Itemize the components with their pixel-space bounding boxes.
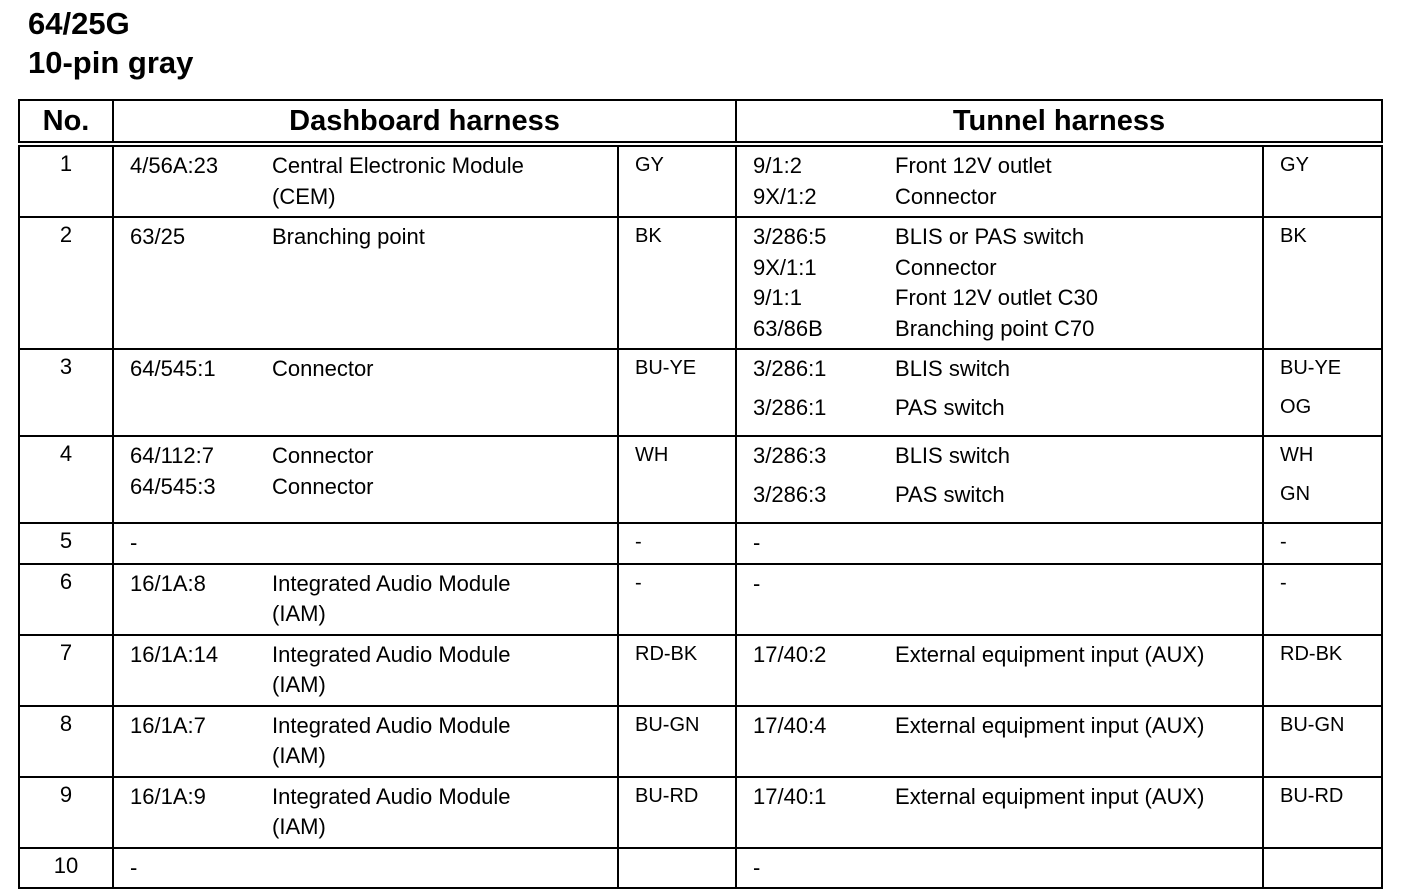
component-name: (IAM): [272, 601, 326, 626]
tunnel-wire-color: [1263, 848, 1382, 889]
component-name: Connector: [272, 443, 374, 468]
connection-line: [114, 782, 617, 813]
wire-color: GY: [1280, 154, 1309, 176]
component-name: BLIS or PAS switch: [895, 224, 1085, 249]
component-name: BLIS switch: [895, 443, 1010, 468]
connection-line: [114, 640, 617, 671]
tunnel-connection: [736, 848, 1263, 889]
pin-number: 7: [19, 635, 113, 706]
connector-ref: -: [753, 530, 761, 555]
component-name: Integrated Audio Module: [272, 570, 511, 596]
connector-ref: -: [130, 530, 138, 555]
pin-number: 2: [19, 217, 113, 349]
connection-line: [737, 528, 1262, 559]
connection-line: [114, 599, 617, 630]
pin-number: 6: [19, 564, 113, 635]
connection-line: [737, 283, 1262, 314]
connection-line: [114, 222, 617, 253]
connector-ref: [114, 741, 272, 772]
tunnel-connection: [736, 436, 1263, 523]
component-name: Branching point C70: [895, 315, 1095, 341]
tunnel-wire-color: [1263, 564, 1382, 635]
tunnel-connection: [736, 564, 1263, 635]
wire-color: OG: [1280, 395, 1312, 418]
connector-ref: -: [753, 854, 761, 880]
dashboard-wire-color: [618, 144, 736, 217]
component-name: External equipment input (AUX): [895, 783, 1205, 809]
tunnel-wire-color: [1263, 635, 1382, 706]
dashboard-wire-color: [618, 217, 736, 349]
connection-line: [114, 741, 617, 772]
connection-line: [737, 253, 1262, 284]
connection-line: [737, 480, 1262, 519]
dashboard-connection: [113, 777, 618, 848]
connection-line: [737, 441, 1262, 480]
connection-line: [114, 354, 617, 385]
pin-number: 9: [19, 777, 113, 848]
connector-ref: 3/286:1: [753, 356, 827, 381]
pin-number: 5: [19, 523, 113, 564]
dashboard-connection: [113, 349, 618, 436]
component-name: (IAM): [272, 672, 326, 697]
dashboard-connection: [113, 848, 618, 889]
table-row: [19, 777, 1382, 848]
wire-color: [1280, 853, 1381, 884]
component-name: Central Electronic Module: [272, 153, 524, 178]
connection-line: [114, 569, 617, 600]
dashboard-wire-color: [618, 635, 736, 706]
header-tunnel-harness: Tunnel harness: [736, 100, 1382, 144]
dashboard-wire-color: [618, 848, 736, 889]
dashboard-connection: [113, 144, 618, 217]
dashboard-wire-color: [618, 777, 736, 848]
dashboard-wire-color: [618, 564, 736, 635]
tunnel-wire-color: [1263, 217, 1382, 349]
connector-description: 10-pin gray: [28, 45, 194, 80]
table-row: [19, 144, 1382, 217]
table-row: [19, 523, 1382, 564]
wire-color: BU-RD: [1280, 784, 1344, 807]
connector-ref: 64/545:1: [130, 356, 216, 381]
component-name: [895, 853, 1262, 884]
connector-ref: 17/40:2: [753, 641, 827, 667]
connector-ref: [114, 599, 272, 630]
connection-line: [114, 182, 617, 213]
connector-ref: 17/40:1: [753, 783, 827, 809]
tunnel-wire-color: [1263, 706, 1382, 777]
wire-color: -: [635, 531, 642, 553]
connection-line: [114, 853, 617, 884]
connection-line: [114, 670, 617, 701]
connection-line: [114, 151, 617, 182]
component-name: (CEM): [272, 183, 336, 209]
component-name: (IAM): [272, 743, 326, 768]
wire-color: -: [1280, 531, 1287, 553]
wire-color: [635, 853, 735, 884]
wire-color: RD-BK: [635, 642, 698, 665]
connection-line: [114, 472, 617, 503]
connection-line: [737, 314, 1262, 345]
connector-ref: 3/286:3: [753, 443, 827, 468]
component-name: Front 12V outlet C30: [895, 285, 1099, 310]
wire-color: BU-GN: [1280, 713, 1345, 736]
dashboard-wire-color: [618, 706, 736, 777]
wire-color: RD-BK: [1280, 642, 1343, 665]
tunnel-connection: [736, 777, 1263, 848]
component-name: BLIS switch: [895, 356, 1010, 381]
connector-id: 64/25G: [28, 6, 130, 41]
table-row: [19, 635, 1382, 706]
connector-ref: 9X/1:2: [753, 183, 817, 209]
table-row: [19, 564, 1382, 635]
dashboard-connection: [113, 564, 618, 635]
connector-ref: [114, 182, 272, 213]
table-row: [19, 349, 1382, 436]
connection-line: [737, 640, 1262, 671]
wire-color: -: [1280, 571, 1287, 594]
connector-ref: 9X/1:1: [753, 254, 817, 280]
table-row: [19, 436, 1382, 523]
dashboard-wire-color: [618, 436, 736, 523]
component-name: [272, 853, 617, 884]
dashboard-wire-color: [618, 349, 736, 436]
connector-ref: -: [753, 570, 761, 596]
connection-line: [737, 393, 1262, 432]
component-name: External equipment input (AUX): [895, 712, 1205, 738]
header-dashboard-harness: Dashboard harness: [113, 100, 736, 144]
connector-ref: 63/25: [130, 224, 186, 249]
tunnel-connection: [736, 349, 1263, 436]
header-no: No.: [19, 100, 113, 144]
pin-table-body: [19, 144, 1382, 888]
component-name: [895, 569, 1262, 600]
dashboard-connection: [113, 436, 618, 523]
pin-number: 10: [19, 848, 113, 889]
dashboard-wire-color: [618, 523, 736, 564]
connection-line: [737, 151, 1262, 182]
connector-ref: 4/56A:23: [130, 153, 219, 178]
component-name: Connector: [895, 254, 997, 280]
tunnel-connection: [736, 144, 1263, 217]
component-name: Connector: [272, 473, 374, 499]
connection-line: [114, 528, 617, 559]
connector-ref: 16/1A:14: [130, 641, 219, 667]
connector-ref: 64/545:3: [130, 473, 216, 499]
component-name: (IAM): [272, 814, 326, 839]
connection-line: [114, 441, 617, 472]
wire-color: BU-YE: [1280, 357, 1342, 379]
connection-line: [737, 782, 1262, 813]
connector-ref: [114, 670, 272, 701]
connection-line: [737, 711, 1262, 742]
component-name: Front 12V outlet: [895, 153, 1052, 178]
component-name: Branching point: [272, 224, 425, 249]
wire-color: BK: [1280, 225, 1307, 247]
wire-color: WH: [635, 444, 669, 466]
tunnel-wire-color: [1263, 523, 1382, 564]
connector-ref: 3/286:5: [753, 224, 827, 249]
pin-number: 3: [19, 349, 113, 436]
connector-ref: [114, 812, 272, 843]
component-name: Integrated Audio Module: [272, 641, 511, 667]
connection-line: [737, 222, 1262, 253]
tunnel-wire-color: [1263, 144, 1382, 217]
component-name: External equipment input (AUX): [895, 641, 1205, 667]
connector-ref: 16/1A:8: [130, 570, 206, 596]
connector-ref: 16/1A:9: [130, 783, 206, 809]
table-row: [19, 217, 1382, 349]
component-name: [272, 528, 617, 559]
connection-line: [737, 569, 1262, 600]
wire-color: BU-RD: [635, 784, 699, 807]
component-name: PAS switch: [895, 481, 1005, 507]
connector-ref: 9/1:2: [753, 153, 802, 178]
tunnel-wire-color: [1263, 436, 1382, 523]
connector-ref: 63/86B: [753, 315, 823, 341]
wire-color: BU-YE: [635, 357, 697, 379]
tunnel-wire-color: [1263, 349, 1382, 436]
table-header-row: [19, 100, 1382, 144]
connector-ref: 17/40:4: [753, 712, 827, 738]
dashboard-connection: [113, 523, 618, 564]
tunnel-connection: [736, 706, 1263, 777]
table-row: [19, 848, 1382, 889]
connector-ref: 64/112:7: [130, 443, 215, 468]
wire-color: GY: [635, 154, 664, 176]
connection-line: [114, 812, 617, 843]
connection-line: [114, 711, 617, 742]
tunnel-connection: [736, 635, 1263, 706]
component-name: Integrated Audio Module: [272, 783, 511, 809]
component-name: Integrated Audio Module: [272, 712, 511, 738]
wire-color: BK: [635, 225, 662, 247]
dashboard-connection: [113, 706, 618, 777]
tunnel-connection: [736, 523, 1263, 564]
dashboard-connection: [113, 217, 618, 349]
pin-number: 8: [19, 706, 113, 777]
wire-color: GN: [1280, 482, 1311, 505]
component-name: Connector: [895, 183, 997, 209]
connection-line: [737, 182, 1262, 213]
connector-ref: 3/286:3: [753, 481, 827, 507]
dashboard-connection: [113, 635, 618, 706]
document-title: [28, 4, 193, 82]
pin-number: 4: [19, 436, 113, 523]
wire-color: WH: [1280, 444, 1314, 466]
component-name: Connector: [272, 356, 374, 381]
connector-ref: 9/1:1: [753, 285, 802, 310]
wire-color: BU-GN: [635, 713, 700, 736]
pin-number: 1: [19, 144, 113, 217]
connector-ref: 3/286:1: [753, 394, 827, 420]
tunnel-wire-color: [1263, 777, 1382, 848]
pin-table: [18, 99, 1383, 889]
component-name: PAS switch: [895, 394, 1005, 420]
wire-color: -: [635, 571, 642, 594]
connection-line: [737, 354, 1262, 393]
tunnel-connection: [736, 217, 1263, 349]
connector-ref: 16/1A:7: [130, 712, 206, 738]
component-name: [895, 528, 1262, 559]
table-row: [19, 706, 1382, 777]
connector-ref: -: [130, 854, 138, 880]
connection-line: [737, 853, 1262, 884]
